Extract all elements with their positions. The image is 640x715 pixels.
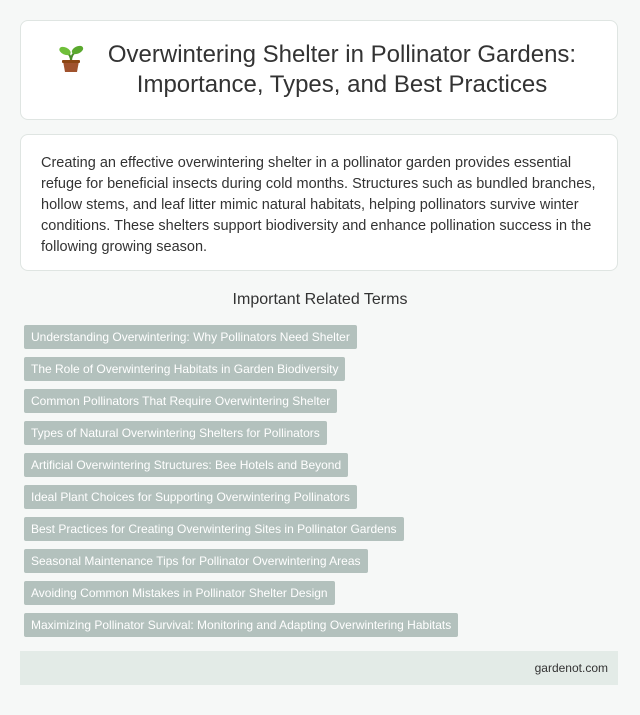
list-item (24, 421, 624, 445)
term-tag-artificial-structures[interactable]: Artificial Overwintering Structures: Bee Hotels and Beyond (24, 453, 348, 477)
term-tag-maximizing-survival[interactable]: Maximizing Pollinator Survival: Monitoring and Adapting Overwintering Habitats (24, 613, 458, 637)
list-item (24, 613, 624, 637)
term-tag-avoiding-mistakes[interactable]: Avoiding Common Mistakes in Pollinator Shelter Design (24, 581, 335, 605)
title-wrap (57, 40, 577, 100)
list-item (24, 485, 624, 509)
list-item (24, 453, 624, 477)
seedling-icon (57, 44, 85, 74)
term-tag-common-pollinators[interactable]: Common Pollinators That Require Overwintering Shelter (24, 389, 337, 413)
footer-site-link[interactable]: gardenot.com (534, 661, 608, 675)
list-item (24, 389, 624, 413)
list-item (24, 549, 624, 573)
page-title: Overwintering Shelter in Pollinator Gardens: Importance, Types, and Best Practices (107, 41, 577, 98)
header-card (20, 20, 618, 120)
list-item (24, 325, 624, 349)
term-tag-understanding-overwintering[interactable]: Understanding Overwintering: Why Pollinators Need Shelter (24, 325, 357, 349)
term-tag-best-practices[interactable]: Best Practices for Creating Overwintering Sites in Pollinator Gardens (24, 517, 404, 541)
intro-text: Creating an effective overwintering shelter in a pollinator garden provides essential refuge for beneficial insects during cold months. Structures such as bundled branches, hollow stems, and leaf litter mimic natural habitats, helping pollinators survive winter conditions. These shelters support biodiversity and enhance pollination success in the following growing season. (41, 155, 596, 255)
list-item (24, 357, 624, 381)
list-item (24, 517, 624, 541)
term-tag-natural-shelters[interactable]: Types of Natural Overwintering Shelters for Pollinators (24, 421, 327, 445)
related-terms-heading: Important Related Terms (232, 291, 408, 308)
intro-card (20, 134, 618, 271)
term-tag-role-of-habitats[interactable]: The Role of Overwintering Habitats in Garden Biodiversity (24, 357, 345, 381)
footer-bar (20, 651, 618, 685)
related-terms-list (24, 325, 624, 645)
term-tag-seasonal-maintenance[interactable]: Seasonal Maintenance Tips for Pollinator Overwintering Areas (24, 549, 368, 573)
list-item (24, 581, 624, 605)
term-tag-plant-choices[interactable]: Ideal Plant Choices for Supporting Overwintering Pollinators (24, 485, 357, 509)
